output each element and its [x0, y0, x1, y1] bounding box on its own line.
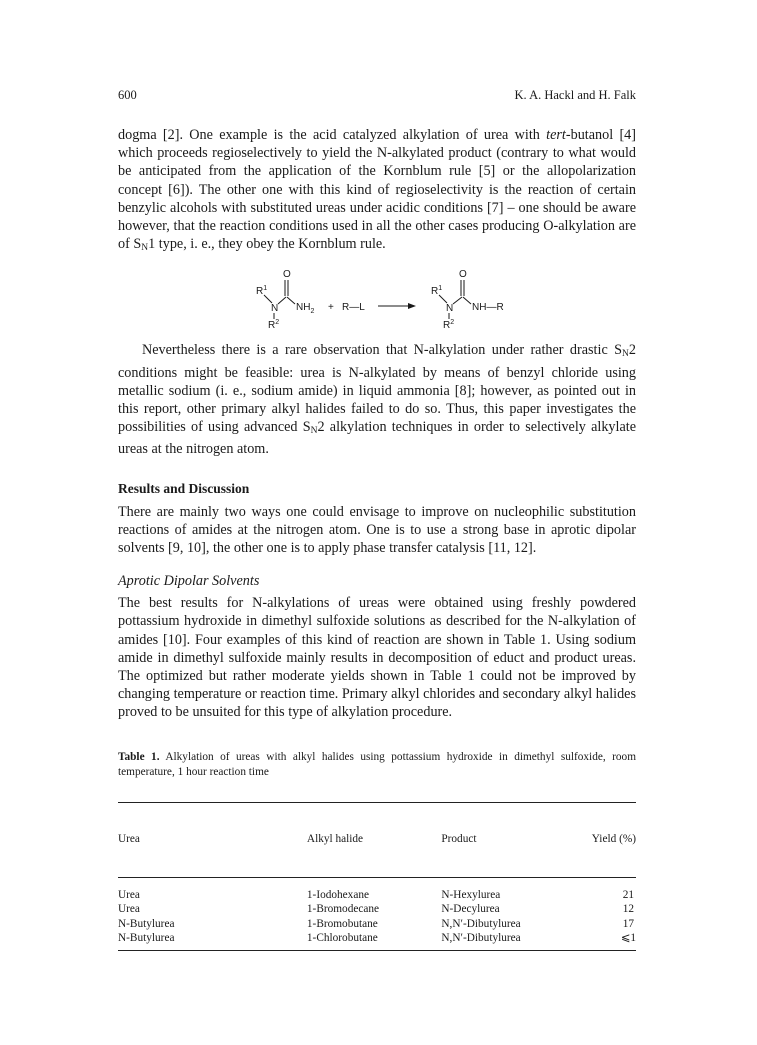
- intro-paragraph-1: dogma [2]. One example is the acid catalyzed alkylation of urea with tert-butanol [4] which proceeds regioselectively to yield the N-alkylated product (contrary to what would be anticipated from the application of the Kornblum rule [5] or the allopolarization concept [6]). The other one with this kind of regioselectivity is the reaction of certain benzylic alcohols with substituted ureas under acidic conditions [7] – one should be aware however, that the reaction conditions used in all the other cases producing O-alkylation are of $S_N1$ type, i. e., they obey the Kornblum rule.: [118, 127, 636, 254]
- subsection-heading: Aprotic Dipolar Solvents: [118, 573, 260, 590]
- scheme-r1-left: $R^1$: [256, 285, 268, 298]
- scheme-alkyl-reagent: R—L: [342, 302, 365, 314]
- cell-yield: ⩽1: [620, 932, 636, 945]
- results-paragraph-2: The best results for N-alkylations of ureas were obtained using freshly powdered pottassium hydroxide in dimethyl sulfoxide solutions as described for the N-alkylation of amides [10]. Four examples of this kind of reaction are shown in Table 1. Using sodium amide in dimethyl sulfoxide mainly results in decomposition of educt and product ureas. The optimized but rather moderate yields shown in Table 1 could not be improved by changing temperature or reaction time. Primary alkyl chlorides and secondary alkyl halides proved to be unsuited for this type of alkylation procedure.: [118, 595, 636, 721]
- page-number: 600: [118, 88, 137, 102]
- col-header-product: Product: [441, 802, 561, 877]
- cell-alkyl-halide: 1-Chlorobutane: [306, 932, 378, 945]
- scheme-o-left: O: [283, 269, 291, 281]
- running-authors: K. A. Hackl and H. Falk: [514, 88, 636, 102]
- cell-alkyl-halide: 1-Iodohexane: [306, 888, 370, 901]
- scheme-bond-r1-n-right: [439, 295, 447, 303]
- col-header-alkyl-halide: Alkyl halide: [307, 802, 441, 877]
- results-paragraph-1: There are mainly two ways one could envisage to improve on nucleophilic substitution reactions of amides at the nitrogen atom. One is to use a strong base in aprotic dipolar solvents [9, 10], the other one is to apply phase transfer catalysis [11, 12].: [118, 503, 636, 557]
- col-header-urea: Urea: [118, 802, 307, 877]
- paper-page: [118, 88, 636, 951]
- cell-urea: N-Butylurea: [118, 932, 175, 945]
- cell-urea: Urea: [118, 903, 140, 916]
- cell-yield: 21: [622, 888, 635, 901]
- cell-yield: 12: [622, 903, 635, 916]
- scheme-nhr: NH—R: [472, 302, 504, 314]
- table-row: [118, 902, 636, 917]
- cell-alkyl-halide: 1-Bromodecane: [306, 903, 380, 916]
- scheme-bond-n-c-left: [278, 297, 286, 304]
- scheme-bond-c-nhr: [463, 297, 471, 304]
- table-caption: Table 1. Alkylation of ureas with alkyl halides using pottassium hydroxide in dimethyl sulfoxide, room temperature, 1 hour reaction time: [118, 750, 636, 778]
- reaction-scheme-svg: [118, 263, 636, 335]
- cell-product: N-Decylurea: [441, 903, 500, 916]
- col-header-yield: Yield (%): [561, 802, 636, 877]
- scheme-r1-right: $R^1$: [431, 285, 443, 298]
- cell-urea: N-Butylurea: [118, 917, 175, 930]
- scheme-bond-n-c-right: [453, 297, 462, 304]
- scheme-arrow-head: [408, 303, 416, 309]
- cell-yield: 17: [622, 917, 635, 930]
- scheme-plus: +: [328, 302, 334, 314]
- cell-product: N,N′-Dibutylurea: [441, 917, 521, 930]
- scheme-nh2: $NH_2$: [296, 302, 315, 316]
- reaction-scheme: [118, 263, 636, 335]
- alkylation-table: [118, 802, 636, 951]
- running-head: [118, 88, 636, 108]
- scheme-n-right: N: [446, 303, 454, 315]
- table-row: [118, 931, 636, 950]
- scheme-bond-c-nh2: [287, 297, 295, 304]
- scheme-o-right: O: [459, 269, 467, 281]
- scheme-r2-right: $R^2$: [443, 319, 455, 332]
- cell-alkyl-halide: 1-Bromobutane: [306, 917, 378, 930]
- section-heading: Results and Discussion: [118, 480, 250, 496]
- scheme-r2-left: $R^2$: [268, 319, 280, 332]
- table-row: [118, 917, 636, 932]
- scheme-bond-r1-n-left: [264, 295, 272, 303]
- intro-paragraph-2: Nevertheless there is a rare observation that N-alkylation under rather drastic $S_N2$ conditions might be feasible: urea is N-alkylated by means of benzyl chloride using metallic sodium (i. e., sodium amide) in liquid ammonia [8]; however, as pointed out in this report, other primary alkyl halides failed to do so. Thus, this paper investigates the possibilities of using advanced $S_N2$ alkylation techniques in order to selectively alkylate ureas at the nitrogen atom.: [118, 342, 636, 458]
- cell-urea: Urea: [118, 888, 140, 901]
- table-header-row: [118, 802, 636, 877]
- scheme-n-left: N: [271, 303, 279, 315]
- cell-product: N,N′-Dibutylurea: [441, 932, 521, 945]
- cell-product: N-Hexylurea: [441, 888, 501, 901]
- table-row: [118, 877, 636, 902]
